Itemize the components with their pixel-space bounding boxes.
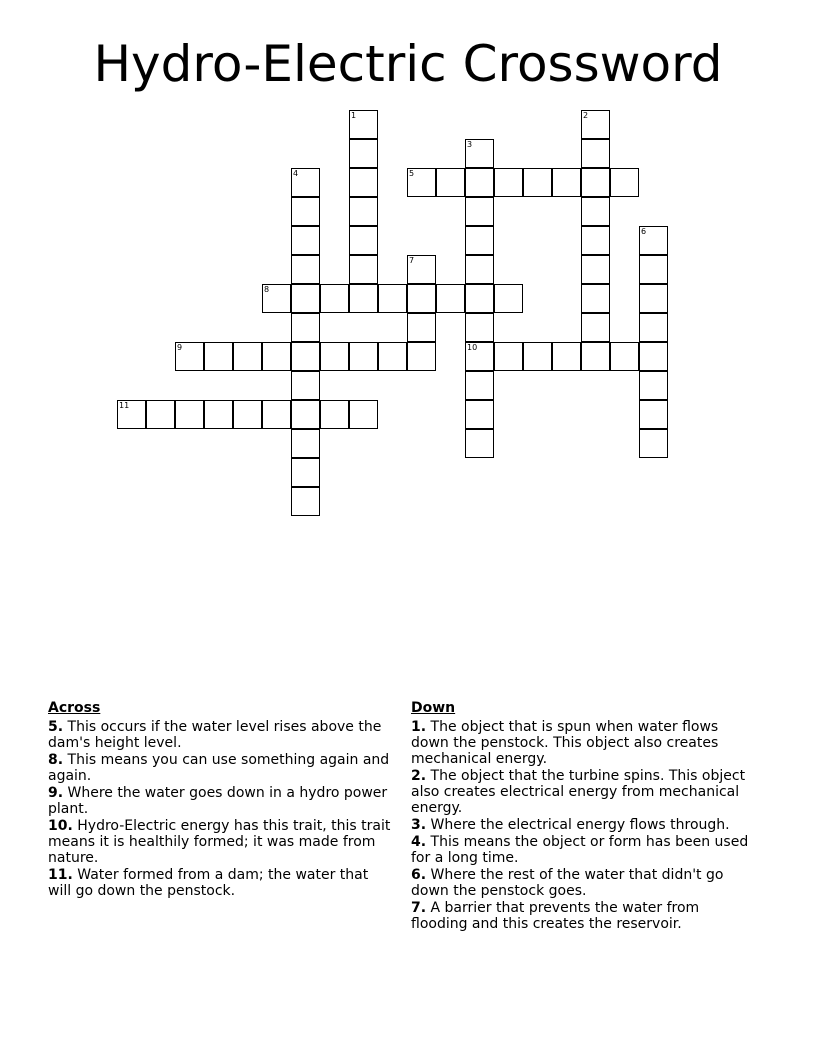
grid-cell <box>465 197 494 226</box>
grid-cell <box>523 342 552 371</box>
grid-cell <box>378 342 407 371</box>
clue-label: 9. <box>48 785 64 801</box>
grid-cell <box>349 284 378 313</box>
down-clue <box>411 834 756 866</box>
grid-cell <box>233 342 262 371</box>
grid-cell <box>349 168 378 197</box>
down-clue <box>411 867 756 899</box>
clue-number: 3 <box>467 140 473 149</box>
grid-cell <box>581 139 610 168</box>
grid-cell <box>639 371 668 400</box>
grid-cell <box>320 342 349 371</box>
grid-cell <box>291 313 320 342</box>
clue-text: This occurs if the water level rises above the dam's height level. <box>48 719 382 751</box>
grid-cell <box>349 342 378 371</box>
down-heading: Down <box>411 700 456 716</box>
grid-cell <box>581 168 610 197</box>
clue-number: 9 <box>177 343 183 352</box>
clue-number: 8 <box>264 285 270 294</box>
clue-number: 6 <box>641 227 647 236</box>
clue-text: The object that the turbine spins. This object also creates electrical energy from mechanical energy. <box>411 768 746 816</box>
grid-cell <box>117 400 146 429</box>
grid-cell <box>378 284 407 313</box>
grid-cell <box>233 400 262 429</box>
clue-label: 2. <box>411 768 427 784</box>
grid-cell <box>204 342 233 371</box>
clue-label: 6. <box>411 867 427 883</box>
clue-label: 1. <box>411 719 427 735</box>
clue-label: 4. <box>411 834 427 850</box>
grid-cell <box>523 168 552 197</box>
grid-cell <box>291 168 320 197</box>
grid-cell <box>639 255 668 284</box>
grid-cell <box>581 313 610 342</box>
grid-cell <box>262 400 291 429</box>
across-clues <box>48 700 393 900</box>
grid-cell <box>436 168 465 197</box>
grid-cell <box>581 197 610 226</box>
grid-cell <box>291 342 320 371</box>
down-clue <box>411 900 756 932</box>
grid-cell <box>175 400 204 429</box>
grid-cell <box>175 342 204 371</box>
grid-cell <box>581 342 610 371</box>
grid-cell <box>320 284 349 313</box>
grid-cell <box>349 139 378 168</box>
grid-cell <box>581 284 610 313</box>
clue-text: A barrier that prevents the water from flooding and this creates the reservoir. <box>411 900 700 932</box>
clue-text: Where the water goes down in a hydro power plant. <box>48 785 388 817</box>
grid-cell <box>639 400 668 429</box>
clue-label: 7. <box>411 900 427 916</box>
clue-number: 10 <box>467 343 478 352</box>
grid-cell <box>465 255 494 284</box>
grid-cell <box>610 342 639 371</box>
across-heading: Across <box>48 700 101 716</box>
grid-cell <box>349 110 378 139</box>
clue-text: Where the rest of the water that didn't go down the penstock goes. <box>411 867 724 899</box>
clue-text: Hydro-Electric energy has this trait, this trait means it is healthily formed; it was made from nature. <box>48 818 391 866</box>
grid-cell <box>407 284 436 313</box>
clue-text: This means you can use something again and again. <box>48 752 390 784</box>
grid-cell <box>291 487 320 516</box>
clue-number: 5 <box>409 169 415 178</box>
across-clue <box>48 752 393 784</box>
page-title: Hydro-Electric Crossword <box>93 35 723 93</box>
across-clue <box>48 785 393 817</box>
clue-label: 10. <box>48 818 73 834</box>
grid-cell <box>407 168 436 197</box>
grid-cell <box>349 255 378 284</box>
grid-cell <box>465 284 494 313</box>
clue-text: Where the electrical energy flows through. <box>426 817 730 833</box>
grid-cell <box>291 371 320 400</box>
grid-cell <box>349 197 378 226</box>
grid-cell <box>407 342 436 371</box>
clue-number: 7 <box>409 256 415 265</box>
grid-cell <box>291 284 320 313</box>
grid-cell <box>552 342 581 371</box>
grid-cell <box>262 342 291 371</box>
grid-cell <box>320 400 349 429</box>
grid-cell <box>494 342 523 371</box>
clue-label: 11. <box>48 867 73 883</box>
grid-cell <box>407 313 436 342</box>
grid-cell <box>291 400 320 429</box>
grid-cell <box>610 168 639 197</box>
clue-label: 3. <box>411 817 427 833</box>
grid-cell <box>291 458 320 487</box>
grid-cell <box>465 139 494 168</box>
grid-cell <box>465 429 494 458</box>
grid-cell <box>436 284 465 313</box>
grid-cell <box>581 110 610 139</box>
clue-number: 4 <box>293 169 299 178</box>
grid-cell <box>291 197 320 226</box>
down-clues <box>411 700 756 933</box>
across-clue <box>48 818 393 866</box>
grid-cell <box>291 255 320 284</box>
clue-label: 8. <box>48 752 64 768</box>
grid-cell <box>581 255 610 284</box>
clue-number: 11 <box>119 401 130 410</box>
grid-cell <box>639 342 668 371</box>
clue-text: The object that is spun when water flows down the penstock. This object also creates mechanical energy. <box>411 719 719 767</box>
clue-number: 2 <box>583 111 589 120</box>
grid-cell <box>349 226 378 255</box>
grid-cell <box>349 400 378 429</box>
grid-cell <box>465 226 494 255</box>
down-clue <box>411 817 756 833</box>
grid-cell <box>465 400 494 429</box>
grid-cell <box>291 429 320 458</box>
clue-text: This means the object or form has been used for a long time. <box>411 834 749 866</box>
down-clue <box>411 719 756 767</box>
grid-cell <box>639 284 668 313</box>
grid-cell <box>465 371 494 400</box>
across-clue <box>48 867 393 899</box>
grid-cell <box>494 168 523 197</box>
down-clue-list <box>411 719 756 932</box>
grid-cell <box>581 226 610 255</box>
grid-cell <box>291 226 320 255</box>
grid-cell <box>407 255 436 284</box>
grid-cell <box>204 400 233 429</box>
across-clue <box>48 719 393 751</box>
down-clue <box>411 768 756 816</box>
grid-cell <box>146 400 175 429</box>
clue-text: Water formed from a dam; the water that will go down the penstock. <box>48 867 369 899</box>
grid-cell <box>639 226 668 255</box>
grid-cell <box>465 313 494 342</box>
grid-cell <box>494 284 523 313</box>
grid-cell <box>639 313 668 342</box>
clue-label: 5. <box>48 719 64 735</box>
grid-cell <box>465 342 494 371</box>
clue-number: 1 <box>351 111 357 120</box>
grid-cell <box>639 429 668 458</box>
grid-cell <box>262 284 291 313</box>
grid-cell <box>465 168 494 197</box>
grid-cell <box>552 168 581 197</box>
across-clue-list <box>48 719 393 899</box>
